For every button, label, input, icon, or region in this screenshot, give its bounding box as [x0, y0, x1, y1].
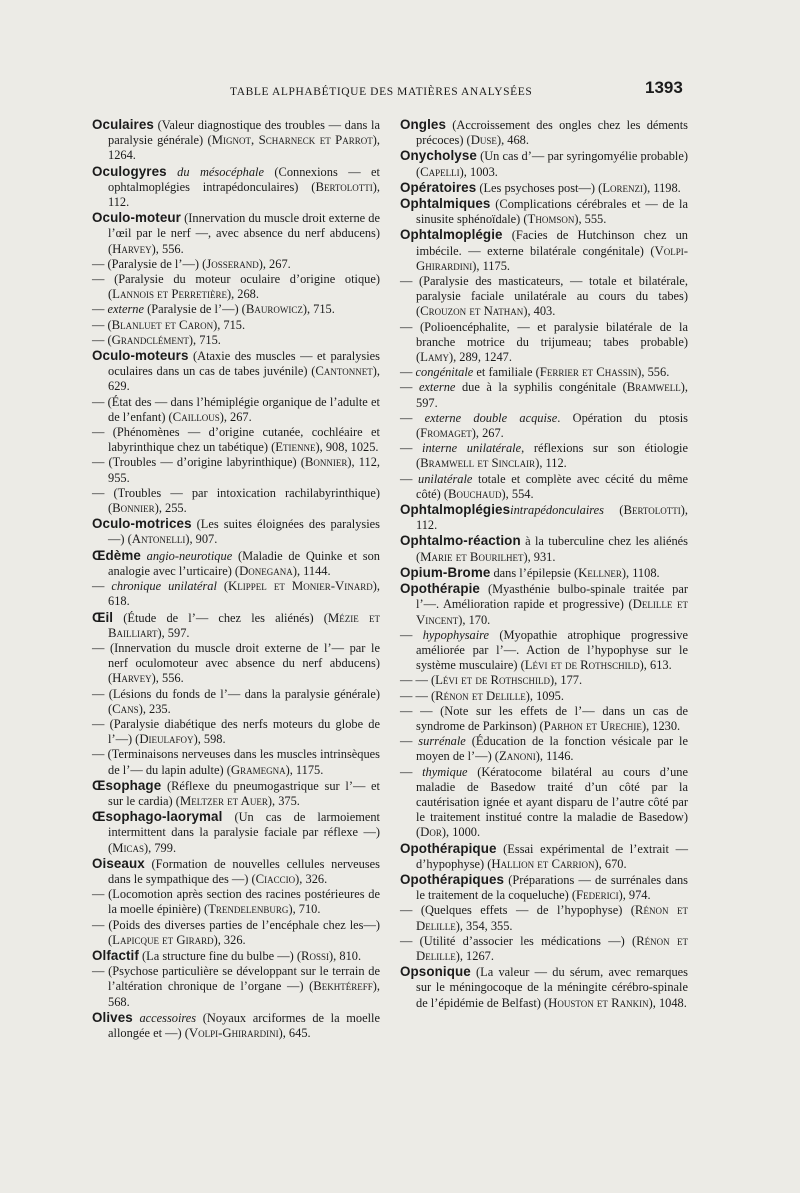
entry-authors: Bertolotti [315, 179, 373, 194]
entry-authors: Dieulafoy [139, 732, 194, 747]
index-entry [400, 227, 688, 274]
entry-qualifier: interne unilatérale [422, 441, 522, 456]
entry-qualifier: accessoires [139, 1010, 197, 1025]
index-entry [400, 734, 688, 764]
index-entry [92, 887, 380, 917]
entry-text: ), 710. [288, 902, 321, 917]
index-entry [400, 841, 688, 872]
index-entry [92, 333, 380, 348]
entry-text: ), 375. [267, 793, 300, 808]
entry-authors: Thomson [527, 212, 575, 227]
index-entry [92, 687, 380, 717]
entry-text: ), 235. [138, 701, 171, 716]
entry-headword: Opsonique [400, 964, 471, 980]
entry-authors: Lévi et de Rothschild [524, 658, 640, 673]
entry-text: ), 1264. [108, 133, 380, 163]
entry-text: — (Innervation du muscle droit externe de l’— par le nerf oculomoteur avec absence du nerf abducens) ( [92, 640, 380, 686]
entry-text: (Valeur diagnostique des troubles — dans la paralysie générale) ( [108, 118, 380, 148]
entry-authors: Bertolotti [623, 503, 681, 518]
entry-text [167, 165, 177, 179]
entry-qualifier: angio-neurotique [146, 548, 233, 563]
entry-authors: Houston et Rankin [548, 995, 649, 1010]
entry-text: (Accroissement des ongles chez les déments précoces) ( [416, 118, 688, 148]
entry-authors: Harvey [112, 671, 152, 686]
entry-headword: Opothérapique [400, 840, 497, 856]
entry-text: (Réflexe du pneumogastrique sur l’— et sur le cardia) ( [108, 778, 380, 808]
index-entry [92, 318, 380, 333]
entry-headword: Opothérapie [400, 581, 480, 597]
entry-qualifier: externe [418, 380, 456, 395]
entry-authors: Ferrier et Chassin [539, 365, 638, 380]
index-column-right [400, 117, 688, 1011]
index-entry [400, 148, 688, 179]
entry-text: ), 403. [523, 304, 556, 319]
index-entry [92, 1010, 380, 1041]
entry-text: , réflexions sur son étiologie ( [416, 441, 688, 471]
entry-authors: Cantonnet [315, 364, 373, 379]
entry-text: ), 645. [278, 1025, 311, 1040]
entry-text: ), 112. [535, 456, 567, 471]
index-entry [92, 948, 380, 964]
entry-text: dans l’épilepsie ( [490, 565, 579, 580]
entry-text: — (Poids des diverses parties de l’encéphale chez les—) ( [92, 917, 380, 947]
entry-headword: Olives [92, 1009, 133, 1025]
index-entry [92, 272, 380, 302]
entry-text: — (Locomotion après section des racines postérieures de la moelle épinière) ( [92, 887, 380, 917]
entry-text: (Innervation du muscle droit externe de l’œil par le nerf —, avec absence du nerf abducens) ( [108, 211, 380, 256]
entry-text: ), 1108. [621, 565, 660, 580]
entry-text: ), 908, 1025. [315, 440, 379, 455]
entry-headword: Oculogyres [92, 163, 167, 179]
entry-qualifier: intrapédonculaires [510, 503, 604, 518]
index-entry [92, 164, 380, 211]
index-entry [400, 673, 688, 688]
entry-authors: Volpi-Ghirardini [188, 1025, 279, 1040]
entry-text: ), 629. [108, 364, 380, 394]
index-entry [92, 548, 380, 579]
entry-text: (Maladie de Quinke et son analogie avec l’urticaire) ( [108, 548, 380, 578]
entry-authors: Harvey [112, 241, 152, 256]
entry-text: ), 1175. [472, 258, 510, 273]
entry-authors: Bonnier [304, 455, 348, 470]
entry-text: (Complications cérébrales et — de la sinusite sphénoïdale) ( [416, 197, 688, 227]
entry-text: (Ataxie des muscles — et paralysies oculaires dans un cas de tabes juvénile) ( [108, 349, 380, 379]
index-entry [400, 196, 688, 227]
entry-authors: Parhon et Urechie [543, 718, 642, 733]
entry-headword: Oculaires [92, 117, 154, 132]
entry-text: ), 618. [108, 579, 380, 609]
entry-text: ( [603, 503, 624, 518]
entry-authors: Trendelenburg [208, 902, 289, 917]
entry-text: (Éducation de la fonction vésicale par le moyen de l’—) ( [416, 734, 688, 764]
entry-text: . Opération du ptosis ( [416, 410, 689, 441]
entry-authors: Blanluet et Caron [111, 317, 214, 332]
index-entry [92, 778, 380, 809]
entry-text: — (Lésions du fonds de l’— dans la paralysie générale) ( [92, 686, 380, 716]
index-column-left [92, 117, 380, 1041]
entry-authors: Fromaget [420, 426, 472, 441]
entry-headword: Œsophago-laorymal [92, 809, 223, 825]
index-entry [400, 180, 688, 196]
entry-text: — ( [92, 332, 112, 347]
entry-text: (Formation de nouvelles cellules nerveuses dans le sympathique des —) ( [108, 856, 380, 886]
entry-text: — [400, 734, 419, 749]
entry-text: ), 556. [151, 241, 184, 256]
entry-text: (Un cas d’— par syringomyélie probable) ( [416, 149, 688, 179]
index-entry [92, 610, 380, 641]
index-entry [400, 320, 688, 366]
entry-text: ), 289, 1247. [448, 350, 512, 365]
entry-authors: Kellner [578, 565, 622, 580]
entry-authors: Bramwell et Sinclair [420, 456, 536, 471]
entry-text: — ( [92, 317, 112, 332]
index-entry [400, 117, 688, 148]
entry-text: ), 556. [151, 671, 184, 686]
entry-text: — (Troubles — par intoxication rachilabyrinthique) ( [92, 485, 380, 516]
entry-text: (Myopathie atrophique progressive améliorée par l’—. Action de l’hypophyse sur le système musculaire) ( [416, 627, 688, 673]
entry-headword: Œsophage [92, 777, 162, 793]
entry-text: ), 267. [258, 256, 291, 271]
entry-text: ), 268. [226, 287, 259, 302]
entry-qualifier: externe [107, 302, 144, 317]
entry-authors: Etienne [275, 440, 316, 455]
entry-text: et familiale ( [473, 365, 540, 380]
entry-text: (La valeur — du sérum, avec remarques sur le méningocoque de la méningite cérébro-spinale de l’épidémie de Belfast) ( [416, 965, 688, 1010]
index-entry [92, 918, 380, 948]
entry-authors: Volpi-Ghirardini [416, 243, 688, 273]
entry-authors: Bekhtéreff [313, 979, 373, 994]
entry-text: (Les suites éloignées des paralysies —) ( [108, 517, 380, 547]
entry-headword: Oiseaux [92, 855, 145, 871]
entry-authors: Lamy [420, 350, 449, 365]
index-entry [92, 486, 380, 516]
index-entry [400, 472, 688, 502]
entry-text: ), 597. [157, 625, 190, 640]
index-entry [92, 747, 380, 777]
entry-text: — [400, 627, 423, 642]
index-entry [400, 565, 688, 581]
entry-headword: Œdème [92, 547, 141, 563]
entry-authors: Lannois et Perretière [112, 287, 227, 302]
entry-text: ), 112. [108, 179, 380, 210]
entry-qualifier: externe double acquise [424, 410, 558, 425]
entry-authors: Bouchaud [448, 486, 502, 501]
entry-text: (Préparations — de surrénales dans le traitement de la coqueluche) ( [416, 872, 688, 903]
entry-text: (Étude de l’— chez les aliénés) ( [113, 610, 328, 625]
entry-text: — (Paralysie diabétique des nerfs moteurs du globe de l’—) ( [92, 716, 380, 747]
entry-text: ), 1267. [455, 948, 494, 963]
entry-text: — (Phénomènes — d’origine cutanée, cochléaire et labyrinthique chez un tabétique) ( [92, 425, 380, 455]
entry-text: ), 354, 355. [455, 918, 513, 933]
entry-qualifier: congénitale [415, 365, 474, 380]
index-entry [92, 516, 380, 547]
entry-authors: Josserand [206, 256, 259, 271]
index-entry [92, 117, 380, 164]
entry-text: (Kératocome bilatéral au cours d’une maladie de Basedow traité d’un côté par la cautérisation ignée et ayant disparu de l’autre côté par le traitement institué contre la maladie de Basedow) ( [416, 764, 688, 840]
entry-qualifier: hypophysaire [422, 627, 490, 642]
entry-authors: Capelli [420, 164, 460, 179]
entry-text: ), 931. [523, 549, 556, 564]
entry-text: (Un cas de larmoiement intermittent dans la paralysie faciale par réflexe —) ( [108, 810, 380, 855]
entry-authors: Federici [575, 888, 619, 903]
entry-text: (Les psychoses post—) ( [476, 180, 603, 195]
index-entry [92, 809, 380, 856]
entry-headword: Oculo-moteurs [92, 348, 189, 364]
entry-authors: Lorenzi [602, 180, 644, 195]
index-entry [92, 395, 380, 425]
entry-text: ), 597. [416, 380, 688, 410]
index-entry [92, 455, 380, 485]
entry-authors: Micas [112, 840, 145, 855]
index-entry [400, 964, 688, 1011]
index-entry [400, 365, 688, 380]
entry-text: ), 715. [188, 332, 221, 347]
index-entry [92, 302, 380, 317]
entry-text: ), 715. [302, 302, 335, 317]
entry-headword: Ophtalmo-réaction [400, 533, 521, 549]
entry-text: ), 554. [501, 486, 534, 501]
entry-text: ), 670. [594, 856, 627, 871]
entry-text: (Essai expérimental de l’extrait — d’hypophyse) ( [416, 841, 688, 871]
entry-authors: Baurowicz [245, 302, 303, 317]
entry-text: ), 1198. [643, 180, 681, 195]
index-entry [400, 380, 688, 410]
index-entry [400, 903, 688, 933]
entry-text: — — ( [400, 688, 436, 703]
entry-authors: Bonnier [112, 501, 155, 516]
entry-authors: Klippel et Monier-Vinard [228, 579, 373, 594]
index-entry [92, 964, 380, 1010]
index-entry [92, 257, 380, 272]
index-entry [400, 502, 688, 533]
entry-authors: Rénon et Delille [435, 688, 526, 703]
entry-text: ( [216, 579, 229, 594]
entry-authors: Duse [470, 133, 497, 148]
index-entry [92, 210, 380, 257]
index-entry [400, 441, 688, 471]
entry-text: ), 1000. [441, 825, 481, 840]
entry-text: ), 799. [144, 840, 177, 855]
entry-authors: Rénon et Delille [416, 903, 688, 933]
index-entry [92, 425, 380, 455]
index-entry [400, 274, 688, 320]
entry-text: ), 974. [618, 888, 651, 903]
entry-authors: Hallion et Carrion [491, 856, 595, 871]
entry-headword: Onycholyse [400, 148, 477, 164]
entry-text: ), 1003. [459, 164, 498, 179]
index-entry [92, 717, 380, 747]
entry-text: ), 255. [154, 501, 187, 516]
entry-headword: Ophtalmiques [400, 196, 491, 212]
entry-qualifier: surrénale [418, 734, 466, 749]
entry-authors: Rossi [301, 948, 330, 963]
entry-text: — (Psychose particulière se développant sur le terrain de l’altération chronique de l’organe —) ( [92, 964, 380, 994]
page-number: 1393 [645, 78, 683, 97]
entry-authors: Mignot, Scharneck et Parrot [211, 133, 373, 148]
entry-text: ), 1146. [535, 749, 574, 764]
index-entry [92, 348, 380, 395]
entry-text: ), 112. [416, 503, 688, 533]
entry-text: — (Troubles — d’origine labyrinthique) ( [92, 455, 305, 470]
entry-text: (Facies de Hutchinson chez un imbécile. — externe bilatérale congénitale) ( [416, 228, 688, 258]
entry-text: ), 170. [458, 612, 491, 627]
entry-text: (Paralysie de l’—) ( [143, 302, 246, 317]
entry-text: — (Polioencéphalite, — et paralysie bilatérale de la branche motrice du trijumeau; tabes probable) ( [400, 319, 688, 365]
entry-text: ), 556. [637, 365, 670, 380]
index-entry [400, 934, 688, 964]
entry-text: — [92, 579, 112, 594]
entry-text: ), 598. [193, 732, 226, 747]
entry-text: ), 326. [295, 871, 328, 886]
entry-authors: Donegana [239, 563, 293, 578]
entry-text: — (Paralysie des masticateurs, — totale et bilatérale, paralysie faciale unilatérale au cours du tabes) ( [400, 274, 688, 319]
entry-text: — [92, 302, 108, 317]
entry-text: — (Terminaisons nerveuses dans les muscles intrinsèques de l’— du lapin adulte) ( [92, 747, 380, 777]
entry-authors: Marie et Bourilhet [420, 549, 524, 564]
entry-authors: Gramegna [230, 762, 286, 777]
entry-text: — [400, 410, 425, 425]
index-entry [400, 765, 688, 841]
running-title: TABLE ALPHABÉTIQUE DES MATIÈRES ANALYSÉES [230, 86, 533, 98]
index-entry [92, 641, 380, 687]
entry-authors: Ciaccio [255, 871, 296, 886]
entry-headword: Oculo-moteur [92, 210, 181, 226]
entry-headword: Ongles [400, 117, 446, 132]
entry-qualifier: du mésocéphale [177, 164, 264, 179]
entry-headword: Opothérapiques [400, 871, 505, 887]
entry-authors: Rénon et Delille [416, 933, 688, 963]
entry-text: ), 613. [639, 658, 672, 673]
entry-text: ), 267. [471, 426, 504, 441]
entry-text: (Noyaux arciformes de la moelle allongée et —) ( [108, 1010, 380, 1040]
entry-text: — (Paralysie de l’—) ( [92, 256, 207, 271]
entry-text: à la tuberculine chez les aliénés ( [416, 534, 688, 564]
entry-headword: Œil [92, 609, 114, 625]
entry-text: ), 326. [213, 932, 246, 947]
entry-text: ), 715. [213, 317, 246, 332]
entry-text: — — (Note sur les effets de l’— dans un cas de syndrome de Parkinson) ( [400, 703, 688, 733]
entry-authors: Dor [420, 825, 442, 840]
entry-text: — (Paralysie du moteur oculaire d’origine otique) ( [92, 272, 380, 302]
index-entry [400, 411, 688, 441]
entry-authors: Zanoni [498, 749, 536, 764]
entry-authors: Delille et Vincent [416, 597, 689, 627]
entry-authors: Lévi et de Rothschild [435, 673, 551, 688]
entry-headword: Opératoires [400, 179, 477, 195]
entry-headword: Ophtalmoplégie [400, 227, 503, 243]
entry-headword: Olfactif [92, 947, 139, 963]
entry-text: — — ( [400, 673, 436, 688]
entry-text: ), 555. [574, 212, 607, 227]
entry-text: ), 1048. [648, 995, 687, 1010]
entry-authors: Bramwell [626, 380, 681, 395]
entry-text: ), 177. [550, 673, 583, 688]
entry-text: — [400, 764, 423, 779]
index-entry [400, 689, 688, 704]
entry-qualifier: chronique unilatéral [111, 579, 217, 594]
index-entry [400, 628, 688, 674]
entry-authors: Caillous [172, 409, 220, 424]
entry-text: ), 810. [329, 948, 362, 963]
entry-text: ), 267. [219, 409, 252, 424]
entry-authors: Cans [112, 701, 139, 716]
entry-authors: Antonelli [131, 532, 186, 547]
entry-headword: Opium-Brome [400, 564, 491, 580]
entry-text: — [400, 441, 423, 456]
entry-text: — (État des — dans l’hémiplégie organique de l’adulte et de l’enfant) ( [92, 394, 380, 424]
index-entry [400, 704, 688, 734]
entry-text: ), 1095. [525, 688, 564, 703]
index-entry [400, 581, 688, 628]
entry-text: ), 568. [108, 979, 380, 1009]
entry-text: ), 1230. [641, 718, 681, 733]
entry-text: — [400, 365, 416, 380]
entry-text: ), 468. [496, 133, 529, 148]
entry-text: ), 907. [185, 532, 218, 547]
index-entry [400, 533, 688, 564]
index-entry [400, 872, 688, 903]
entry-text: ), 1175. [285, 762, 324, 777]
entry-headword: Ophtalmoplégies [400, 502, 511, 518]
entry-authors: Grandclément [111, 332, 189, 347]
entry-qualifier: thymique [422, 764, 468, 779]
entry-text: — (Quelques effets — de l’hypophyse) ( [400, 903, 635, 918]
entry-text: — (Utilité d’associer les médications —) ( [400, 933, 637, 948]
entry-text: ), 1144. [292, 563, 331, 578]
entry-text: totale et complète avec cécité du même côté) ( [416, 471, 688, 501]
index-entry [92, 579, 380, 609]
index-entry [92, 856, 380, 887]
entry-text: (Connexions — et ophtalmoplégies intrapédonculaires) ( [108, 164, 380, 194]
entry-text: — [400, 380, 419, 395]
entry-text: — [400, 471, 419, 486]
entry-text: ), 112, 955. [108, 455, 380, 485]
entry-text: due à la syphilis congénitale ( [455, 380, 627, 395]
entry-text: (Myasthénie bulbo-spinale traitée par l’—. Amélioration rapide et progressive) ( [416, 582, 688, 612]
entry-text: (La structure fine du bulbe —) ( [138, 948, 301, 963]
entry-headword: Oculo-motrices [92, 516, 192, 532]
entry-authors: Lapicque et Girard [112, 932, 214, 947]
entry-authors: Meltzer et Auer [179, 793, 268, 808]
entry-authors: Crouzon et Nathan [420, 304, 524, 319]
entry-authors: Mézie et Bailliart [108, 610, 380, 640]
entry-qualifier: unilatérale [418, 471, 473, 486]
